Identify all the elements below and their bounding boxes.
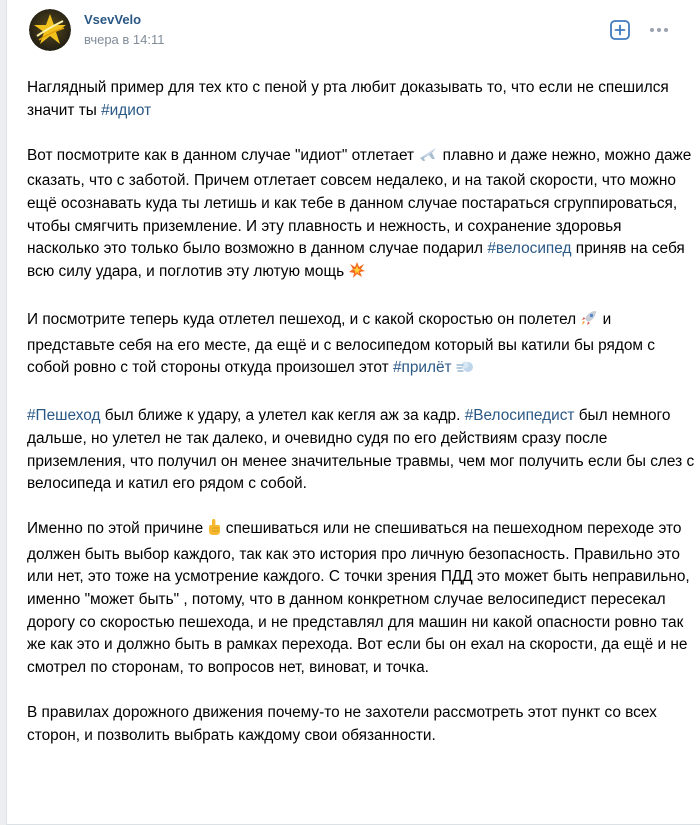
paragraph-5: [27, 518, 697, 679]
post-header: [7, 0, 700, 70]
hashtag-bicycle[interactable]: #велосипед: [487, 240, 572, 258]
airplane-emoji-icon: [418, 145, 438, 171]
pointing-up-emoji-icon: [207, 518, 221, 544]
collision-emoji-icon: [348, 261, 366, 287]
text-span: был ближе к удару, а улетел как кегля аж за кадр.: [100, 407, 465, 425]
paragraph-1: [27, 77, 697, 122]
add-button[interactable]: [609, 19, 631, 41]
dash-emoji-icon: [456, 359, 474, 383]
text-span: В правилах дорожного движения почему-то не захотели рассмотреть этот пункт со всех сторон, и позволить выбрать каждому свои обязанности.: [27, 704, 657, 744]
post-date[interactable]: вчера в 14:11: [84, 32, 165, 47]
author-avatar[interactable]: [29, 9, 71, 51]
paragraph-3: [27, 309, 697, 383]
post-text: [27, 77, 697, 770]
hashtag-cyclist[interactable]: #Велосипедист: [464, 407, 575, 425]
text-span: и представьте себя на его месте, да ещё и с велосипедом который вы катили бы рядом с собой ровно с той стороны откуда произошел этот: [27, 310, 655, 377]
text-span: плавно и даже нежно, можно даже сказать, что с заботой. Причем отлетает совсем недалеко, и на такой скорости, что можно ещё осознавать куда ты летишь и как тебе в данном случае постараться сгруппироваться, чтобы смягчить приземление. И эту плавность и нежность, и сохранение здоровья насколько это только было возможно в данном случае подарил: [27, 146, 692, 258]
hashtag-strike[interactable]: #прилёт: [392, 359, 452, 377]
hashtag-pedestrian[interactable]: #Пешеход: [27, 407, 101, 425]
text-span: спешиваться или не спешиваться на пешеходном переходе это должен быть выбор каждого, так как это история про личную безопасность. Правильно это или нет, это тоже на усмотрение каждого. С точки зрения ПДД это может быть неправильно, именно "может быть" , потому, что в данном конкретном случае велосипедист пересекал дорогу со скоростью пешехода, и не представлял для машин ни какой опасности ровно так же как это и должно быть в рамках перехода. Вот если бы он ехал на скорости, да ещё и не смотрел по сторонам, то вопросов нет, виноват, и точка.: [27, 520, 690, 676]
text-span: приняв на себя всю силу удара, и поглотив эту лютую мощь: [27, 240, 685, 280]
post-card: [6, 0, 700, 825]
text-span: Наглядный пример для тех кто с пеной у рта любит доказывать то, что если не спешился значит ты: [27, 79, 669, 119]
text-span: И посмотрите теперь куда отлетел пешеход, и с какой скоростью он полетел: [27, 310, 581, 328]
plus-square-icon: [609, 19, 631, 41]
paragraph-6: [27, 702, 697, 747]
more-options-button[interactable]: [647, 19, 671, 41]
paragraph-4: [27, 405, 697, 495]
rocket-emoji-icon: [580, 309, 598, 335]
avatar-logo-icon: [29, 9, 71, 51]
ellipsis-icon: [647, 19, 671, 41]
text-span: Именно по этой причине: [27, 520, 208, 538]
paragraph-2: [27, 145, 697, 287]
author-name[interactable]: VsevVelo: [84, 12, 142, 27]
text-span: Вот посмотрите как в данном случае "идиот" отлетает: [27, 146, 419, 164]
hashtag-idiot[interactable]: #идиот: [101, 101, 152, 119]
text-span: был немного дальше, но улетел не так далеко, и очевидно судя по его действиям сразу после приземления, что получил он менее значительные травмы, чем мог получить если бы слез с велосипеда и катил его рядом с собой.: [27, 407, 695, 493]
